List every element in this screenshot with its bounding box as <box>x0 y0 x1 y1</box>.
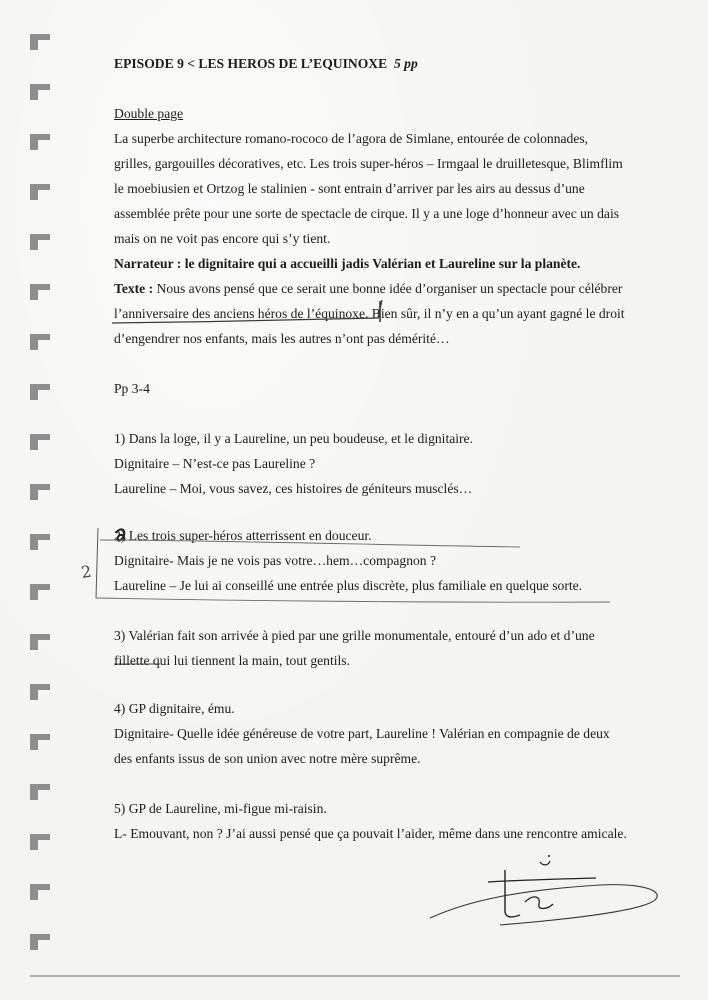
description-line: assemblée prête pour une sorte de spectacle de cirque. Il y a une loge d’honneur avec un dais <box>114 206 620 221</box>
panel-1-line: Dignitaire – N’est-ce pas Laureline ? <box>114 456 316 471</box>
description-line: grilles, gargouilles décoratives, etc. Les trois super-héros – Irmgaal le druilletesque, Blimflim <box>114 156 623 171</box>
panel-4-line: Dignitaire- Quelle idée généreuse de votre part, Laureline ! Valérian en compagnie de deux <box>114 726 610 741</box>
description-line: La superbe architecture romano-rococo de l’agora de Simlane, entourée de colonnades, <box>114 131 589 146</box>
texte-line <box>114 281 622 297</box>
margin-number: 2 <box>79 561 93 582</box>
binding-mark <box>30 334 50 350</box>
title-main: EPISODE 9 < LES HEROS DE L’EQUINOXE <box>114 56 388 71</box>
binding-mark <box>30 634 50 650</box>
panel-1-line: 1) Dans la loge, il y a Laureline, un peu boudeuse, et le dignitaire. <box>114 431 473 446</box>
binding-mark <box>30 284 50 300</box>
binding-mark <box>30 834 50 850</box>
pencil-underline <box>96 598 610 602</box>
bottom-edge-line <box>30 975 680 977</box>
texte-text: Nous avons pensé que ce serait une bonne idée d’organiser un spectacle pour célébrer <box>153 281 623 296</box>
panel-4-line: 4) GP dignitaire, ému. <box>114 701 235 716</box>
binding-mark <box>30 884 50 900</box>
margin-binding-marks <box>0 0 60 1000</box>
panel-1-line: Laureline – Moi, vous savez, ces histoires de géniteurs musclés… <box>114 481 473 496</box>
binding-mark <box>30 934 50 950</box>
binding-mark <box>30 134 50 150</box>
panel-2-line: Dignitaire- Mais je ne vois pas votre…hem…compagnon ? <box>114 553 437 568</box>
binding-mark <box>30 684 50 700</box>
panel-3-line: 3) Valérian fait son arrivée à pied par une grille monumentale, entouré d’un ado et d’une <box>114 628 595 643</box>
pencil-margin-line <box>96 528 98 598</box>
binding-mark <box>30 484 50 500</box>
binding-mark <box>30 234 50 250</box>
narrator-line: Narrateur : le dignitaire qui a accueilli jadis Valérian et Laureline sur la planète. <box>114 256 581 271</box>
texte-line: d’engendrer nos enfants, mais les autres n’ont pas démérité… <box>114 331 450 346</box>
pp34-heading: Pp 3-4 <box>114 381 150 396</box>
binding-mark <box>30 734 50 750</box>
panel-3-line: fillette qui lui tiennent la main, tout gentils. <box>114 653 350 668</box>
double-page-heading: Double page <box>114 106 184 121</box>
binding-mark <box>30 384 50 400</box>
description-line: le moebiusien et Ortzog le stalinien - sont entrain d’arriver par les airs au dessus d’une <box>114 181 585 196</box>
panel-5-line: 5) GP de Laureline, mi-figue mi-raisin. <box>114 801 327 816</box>
panel-4-line: des enfants issus de son union avec notre mère suprême. <box>114 751 421 766</box>
description-line: mais on ne voit pas encore qui s’y tient. <box>114 231 331 246</box>
texte-line: l’anniversaire des anciens héros de l’équinoxe. Bien sûr, il n’y en a qu’un ayant gagné le droit <box>114 306 625 321</box>
panel-2-line: Laureline – Je lui ai conseillé une entrée plus discrète, plus familiale en quelque sorte. <box>114 578 583 593</box>
binding-mark <box>30 184 50 200</box>
binding-mark <box>30 534 50 550</box>
panel-2-line: 2) Les trois super-héros atterrissent en douceur. <box>114 528 372 543</box>
binding-mark <box>30 84 50 100</box>
title-pages: 5 pp <box>393 56 418 71</box>
signature <box>430 856 657 925</box>
binding-mark <box>30 34 50 50</box>
panel-5-line: L- Emouvant, non ? J’ai aussi pensé que ça pouvait l’aider, même dans une rencontre amicale. <box>114 826 627 841</box>
binding-mark <box>30 784 50 800</box>
texte-label: Texte : <box>114 281 154 296</box>
episode-title <box>114 56 418 72</box>
binding-mark <box>30 584 50 600</box>
binding-mark <box>30 434 50 450</box>
